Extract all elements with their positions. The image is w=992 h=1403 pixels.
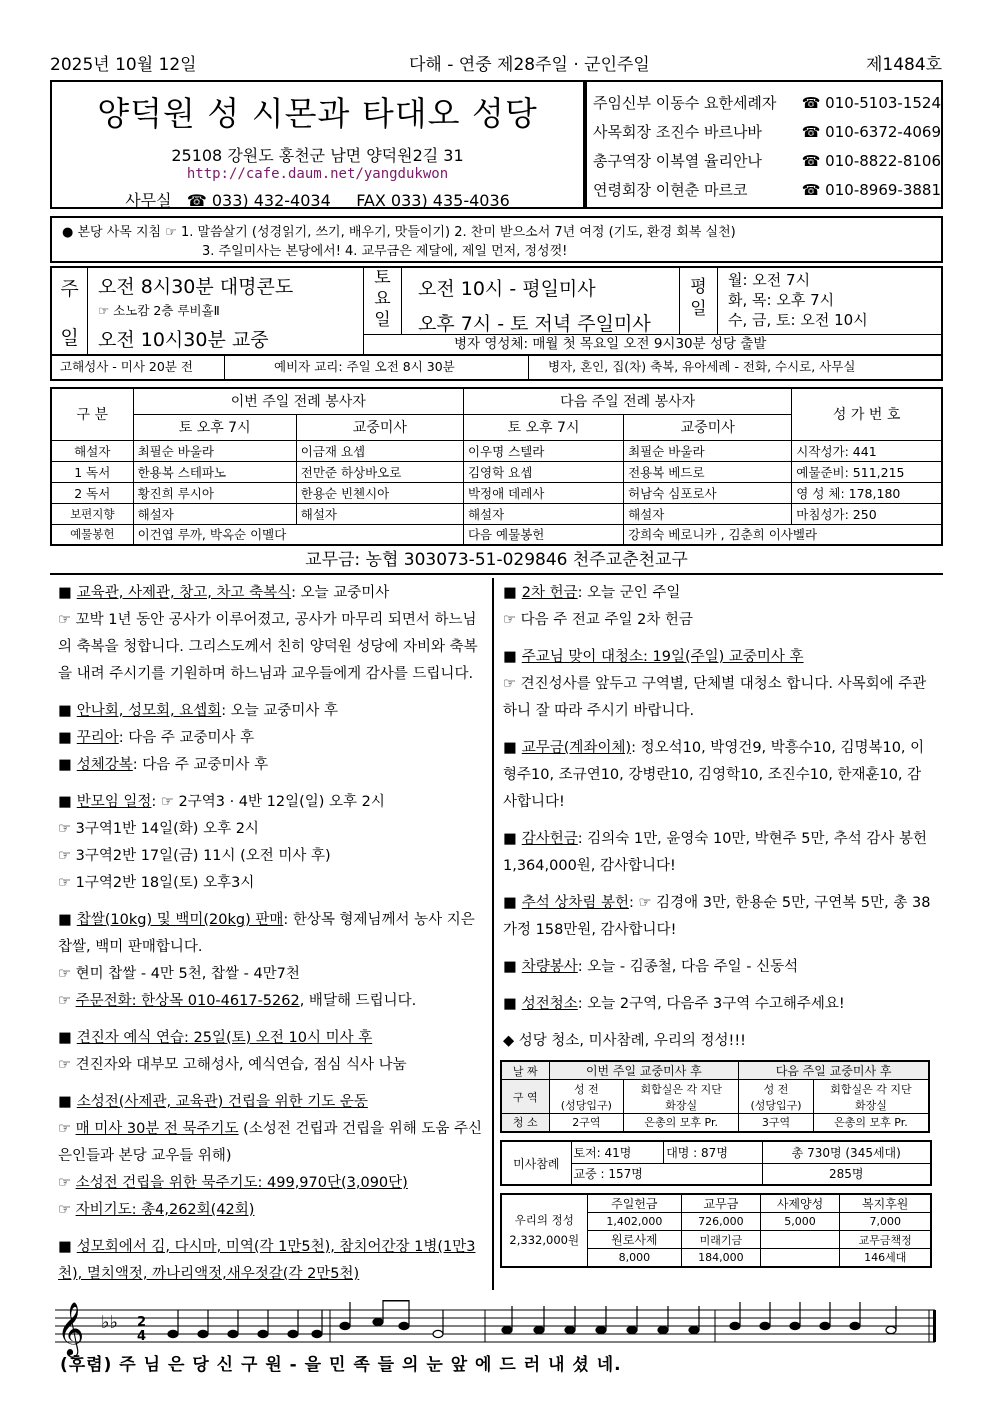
notice-body: ☞ 꼬박 1년 동안 공사가 이루어졌고, 공사가 마무리 되면서 하느님의 축복을 청합니다. 그리스도께서 친히 양덕원 성당에 자비와 축복을 내려 주시기를 기원하며 하느님과 교우들에게 감사를 드립니다. — [58, 612, 478, 682]
notice-rest: : 오늘 군인 주일 — [577, 585, 681, 601]
section-heading: ◆ 성당 청소, 미사참례, 우리의 정성!!! — [503, 1033, 746, 1049]
offering-next-label: 다음 예물봉헌 — [463, 524, 623, 545]
offering-value: 5,000 — [760, 1213, 840, 1231]
sunday-mass-2: 오전 10시30분 교중 — [98, 329, 269, 351]
cleaning-cell: 3구역 — [739, 1114, 814, 1132]
notice-emph: 소성전 건립을 위한 묵주기도: 499,970단(3,090단) — [75, 1175, 408, 1191]
notice-second-collection: ■ 2차 헌금: 오늘 군인 주일 ☞ 다음 주 전교 주일 2차 헌금 — [503, 580, 935, 634]
weekday-label-char: 평 — [690, 277, 707, 297]
treble-clef-icon: 𝄞 — [57, 1301, 85, 1355]
office-label: 사무실 — [125, 191, 172, 210]
notice-title: 견진자 예식 연습: 25일(토) 오전 10시 미사 후 — [76, 1030, 373, 1046]
cleaning-cell: 은총의 모후 Pr. — [624, 1114, 739, 1132]
contact-phone: ☎ 010-5103-1524 — [801, 93, 941, 112]
account-info: 교무금: 농협 303073-51-029846 천주교춘천교구 — [50, 545, 943, 575]
notice-title: 꾸리아 — [76, 730, 119, 746]
notice-church-cleaning: ■ 성전청소: 오늘 2구역, 다음주 3구역 수고해주세요! — [503, 996, 845, 1012]
saturday-mass-1: 오전 10시 - 평일미사 — [418, 278, 596, 300]
guide-line-2: 3. 주일미사는 본당에서! 4. 교무금은 제달에, 제일 먼저, 정성껏! — [202, 244, 568, 259]
notice-title: 안나회, 성모회, 요셉회 — [76, 703, 222, 719]
notice-rest: : 다음 주 교중미사 후 — [118, 730, 255, 746]
issue-number: 제1484호 — [866, 55, 943, 75]
row-label: 2 독서 — [51, 482, 133, 503]
offering-header: 주일헌금 — [587, 1194, 682, 1213]
server-cell: 해설자 — [463, 503, 623, 524]
office-fax: FAX 033) 435-4036 — [356, 191, 510, 210]
offering-table — [500, 1193, 932, 1268]
cleaning-row-label: 청 소 — [501, 1114, 549, 1132]
notice-cleaning: ■ 주교님 맞이 대청소: 19일(주일) 교중미사 후 ☞ 견진성사를 앞두고 구역별, 단체별 대청소 합니다. 사목회에 주관하니 잘 따라 주시기 바랍니다. — [503, 649, 927, 719]
offering-header: 원로사제 — [587, 1231, 682, 1249]
notice-title: 성전청소 — [521, 996, 578, 1012]
contacts-box — [585, 80, 943, 209]
hymn-cell: 시작성가: 441 — [792, 440, 942, 461]
cleaning-cell: 성 전 — [573, 1082, 599, 1096]
servers-header-this: 이번 주일 전례 봉사자 — [133, 388, 463, 414]
sunday-label — [52, 268, 88, 354]
column-divider — [492, 578, 494, 1290]
offering-total: 2,332,000원 — [509, 1233, 580, 1248]
notice-rest: : 오늘 2구역, 다음주 3구역 수고해주세요! — [577, 996, 845, 1012]
notes — [168, 1300, 896, 1338]
offering-value: 1,402,000 — [587, 1213, 682, 1231]
notice-title: 성체강복 — [76, 757, 133, 773]
contact-row — [587, 117, 941, 146]
servers-subheader-main: 교중미사 — [296, 414, 463, 440]
attendance-cell: 토저: 41명 — [571, 1141, 664, 1163]
table-row — [51, 482, 942, 503]
row-label: 해설자 — [51, 440, 133, 461]
offering-value: 184,000 — [682, 1249, 760, 1267]
server-cell: 이금재 요셉 — [296, 440, 463, 461]
notice-title: 차량봉사 — [521, 959, 578, 975]
pastoral-contact-note: 병자, 혼인, 집(차) 축복, 유아세례 - 전화, 수시로, 사무실 — [548, 359, 856, 374]
flat-icon: ♭♭ — [101, 1312, 118, 1333]
office-phone: ☎ 033) 432-4034 — [186, 191, 331, 210]
notice-title: 주교님 맞이 대청소: 19일(주일) 교중미사 후 — [521, 649, 804, 665]
offering-next: 강희숙 베로니카 , 김춘희 이사벨라 — [624, 524, 942, 545]
saturday-label — [364, 268, 402, 334]
sacrament-info — [50, 356, 943, 381]
church-name: 양덕원 성 시몬과 타대오 성당 — [97, 94, 538, 133]
offering-value: 726,000 — [682, 1213, 760, 1231]
saturday-mass-2: 오후 7시 - 토 저녁 주일미사 — [418, 313, 651, 335]
servers-header-next: 다음 주일 전례 봉사자 — [463, 388, 791, 414]
notice-rest: : 오늘 교중미사 후 — [221, 703, 339, 719]
notice-chuseok: ■ 추석 상차림 봉헌: ☞ 김경애 3만, 한용순 5만, 구연복 5만, 총 38가정 158만원, 감사합니다! — [503, 895, 931, 938]
weekday-masses — [728, 270, 868, 330]
row-label: 1 독서 — [51, 461, 133, 482]
notice-rest: : 오늘 교중미사 — [291, 585, 390, 601]
attendance-cell: 총 730명 (345세대) — [762, 1141, 931, 1163]
offering-header: 교무금 — [682, 1194, 760, 1213]
saturday-label-char: 요 — [374, 289, 391, 309]
pastoral-guide — [50, 216, 943, 263]
server-cell: 최필순 바울라 — [624, 440, 792, 461]
bullet: ☞ — [58, 1175, 76, 1191]
notice-body: ☞ 견진성사를 앞두고 구역별, 단체별 대청소 합니다. 사목회에 주관하니 잘 따라 주시기 바랍니다. — [503, 676, 927, 719]
saturday-label-char: 토 — [374, 268, 391, 288]
left-column — [58, 580, 486, 1298]
contact-role: 총구역장 이복열 율리안나 — [593, 152, 762, 170]
notice-rest: : 김의숙 1만, 윤영숙 10만, 박현주 5만, 추석 감사 봉헌 1,364,000원, 감사합니다! — [503, 831, 928, 874]
hymn-cell: 영 성 체: 178,180 — [792, 482, 942, 503]
attendance-table — [500, 1140, 932, 1186]
catechism-time: 예비자 교리: 주일 오전 8시 30분 — [274, 359, 455, 374]
table-row — [51, 440, 942, 461]
church-title-box — [50, 80, 585, 209]
server-cell: 최필순 바울라 — [133, 440, 296, 461]
server-cell: 황진희 루시아 — [133, 482, 296, 503]
servers-header-hymn: 성 가 번 호 — [792, 388, 942, 440]
notice-title: 추석 상차림 봉헌 — [521, 895, 630, 911]
contact-role: 주임신부 이동수 요한세례자 — [593, 94, 777, 112]
cleaning-row-label: 구 역 — [501, 1080, 549, 1114]
liturgical-day: 다해 - 연중 제28주일 · 군인주일 — [409, 55, 650, 75]
servers-subheader-sat: 토 오후 7시 — [133, 414, 296, 440]
cleaning-header-next: 다음 주일 교중미사 후 — [739, 1061, 929, 1080]
notice-line: ☞ 견진자와 대부모 고해성사, 예식연습, 점심 식사 나눔 — [58, 1057, 407, 1073]
notice-rice-sale: ■ 찹쌀(10kg) 및 백미(20kg) 판매: 한상목 형제님께서 농사 지은 찹쌀, 백미 판매합니다. ☞ 현미 찹쌀 - 4만 5천, 찹쌀 - 4만7천 ☞ 주문전화: 한상목 010-4617-5262, 배달해 드립니다. — [58, 907, 486, 1015]
cleaning-cell: 2구역 — [549, 1114, 624, 1132]
contact-role: 연령회장 이현춘 마르코 — [593, 181, 748, 199]
hymn-cell: 예물준비: 511,215 — [792, 461, 942, 482]
server-cell: 박정애 데레사 — [463, 482, 623, 503]
server-cell: 전만준 하상바오로 — [296, 461, 463, 482]
cleaning-table — [500, 1060, 930, 1133]
weekday-label — [680, 268, 718, 334]
order-phone: 주문전화: 한상목 010-4617-5262 — [75, 993, 300, 1009]
row-label: 보편지향 — [51, 503, 133, 524]
offering-value: 7,000 — [840, 1213, 931, 1231]
notice-title: 반모임 일정 — [76, 794, 152, 810]
weekday-label-char: 일 — [690, 299, 707, 319]
notice-title: 성모회에서 김, 다시마, 미역(각 1만5천), 참치어간장 1병(1만3천), 멸치액젓, 까나리액젓,새우젓갈(각 2만5천) — [58, 1239, 476, 1282]
notice-rest: (소성전 건립과 건립을 위해 도움 주신 은인들과 본당 교우들 위해) — [58, 1121, 482, 1164]
servers-header-gubun: 구 분 — [51, 388, 133, 440]
server-cell: 전용복 베드로 — [624, 461, 792, 482]
contact-row — [587, 146, 941, 175]
notice-line: ☞ 다음 주 전교 주일 2차 헌금 — [503, 612, 693, 628]
church-url[interactable]: http://cafe.daum.net/yangdukwon — [186, 166, 449, 182]
cleaning-header-date: 날 짜 — [501, 1061, 549, 1080]
weekday-mass: 수, 금, 토: 오전 10시 — [728, 311, 868, 329]
church-address: 25108 강원도 홍천군 남면 양덕원2길 31 — [171, 146, 464, 165]
notice-title: 2차 헌금 — [521, 585, 578, 601]
notice-emph: 매 미사 30분 전 묵주기도 — [75, 1121, 239, 1137]
cleaning-cell: (성당입구) — [560, 1098, 612, 1112]
notice-curia: ■ 꾸리아: 다음 주 교중미사 후 — [58, 730, 255, 746]
notice-rest: : 한상목 형제님께서 농사 지은 찹쌀, 백미 판매합니다. — [58, 912, 475, 955]
sunday-masses — [88, 268, 364, 354]
notice-line: ☞ 3구역2반 17일(금) 11시 (오전 미사 후) — [58, 848, 331, 864]
notice-ban-meeting: ■ 반모임 일정: ☞ 2구역3 · 4반 12일(일) 오후 2시 ☞ 3구역1반 14일(화) 오후 2시 ☞ 3구역2반 17일(금) 11시 (오전 미사 후) ☞ 1구역2반 18일(토) 오후3시 — [58, 789, 486, 897]
attendance-cell: 교중 : 157명 — [571, 1163, 762, 1185]
issue-date: 2025년 10월 12일 — [50, 55, 197, 75]
notice-vehicle: ■ 차량봉사: 오늘 - 김종철, 다음 주일 - 신동석 — [503, 959, 799, 975]
attendance-cell: 285명 — [762, 1163, 931, 1185]
server-cell: 해설자 — [133, 503, 296, 524]
notice-line: ☞ 3구역1반 14일(화) 오후 2시 — [58, 821, 259, 837]
notice-title: 소성전(사제관, 교육관) 건립을 위한 기도 운동 — [76, 1094, 368, 1110]
cleaning-cell: 성 전 — [763, 1082, 789, 1096]
cleaning-header-this: 이번 주일 교중미사 후 — [549, 1061, 739, 1080]
guide-line-1: ● 본당 사목 지침 ☞ 1. 말씀살기 (성경읽기, 쓰기, 배우기, 맛들이기) 2. 찬미 받으소서 7년 여정 (기도, 환경 회복 실천) — [62, 225, 736, 240]
sunday-mass-1: 오전 8시30분 대명콘도 — [98, 276, 294, 298]
notice-emph: 자비기도: 총4,262회(42회) — [75, 1202, 255, 1218]
sunday-label-top: 주 — [60, 278, 79, 300]
notice-rest: : 오늘 - 김종철, 다음 주일 - 신동석 — [577, 959, 799, 975]
notice-line — [58, 1116, 486, 1170]
offering-header: 사제양성 — [760, 1194, 840, 1213]
server-cell: 해설자 — [296, 503, 463, 524]
notice-rest: : 다음 주 교중미사 후 — [132, 757, 269, 773]
sunday-mass-1-note: ☞ 소노캄 2층 루비홀Ⅱ — [98, 303, 220, 318]
table-row — [51, 524, 942, 545]
server-cell: 해설자 — [624, 503, 792, 524]
time-signature: 2 — [137, 1315, 147, 1330]
contact-phone: ☎ 010-8822-8106 — [801, 151, 941, 170]
notice-line — [58, 1197, 486, 1224]
bullet: ☞ — [58, 993, 76, 1009]
cleaning-cell: 화장실 — [854, 1098, 887, 1112]
table-row — [51, 503, 942, 524]
offering-header: 미래기금 — [682, 1231, 760, 1249]
notice-line — [58, 1170, 486, 1197]
contact-phone: ☎ 010-6372-4069 — [801, 122, 941, 141]
offering-value: 8,000 — [587, 1249, 682, 1267]
hymn-cell: 마침성가: 250 — [792, 503, 942, 524]
offering-header: 복지후원 — [840, 1194, 931, 1213]
hymn-lyrics: (후렴) 주 님 은 당 신 구 원 - 을 민 족 들 의 눈 앞 에 드 러 내 셨 네. — [60, 1355, 622, 1375]
notice-blessing: ■ 교육관, 사제관, 창고, 차고 축복식: 오늘 교중미사 ☞ 꼬박 1년 동안 공사가 이루어졌고, 공사가 마무리 되면서 하느님의 축복을 청합니다. 그리스도께서 친히 양덕원 성당에 자비와 축복을 내려 주시기를 기원하며 하느님과 교우들에게 감사를 드립니다. — [58, 585, 478, 682]
notice-confirmation: ■ 견진자 예식 연습: 25일(토) 오전 10시 미사 후 ☞ 견진자와 대부모 고해성사, 예식연습, 점심 식사 나눔 — [58, 1025, 486, 1079]
offering-this: 이건엽 루까, 박옥순 이멜다 — [133, 524, 463, 545]
notice-prayer-campaign: ■ 소성전(사제관, 교육관) 건립을 위한 기도 운동 ☞ 매 미사 30분 전 묵주기도 (소성전 건립과 건립을 위해 도움 주신 은인들과 본당 교우들 위해) ☞ 소성전 건립을 위한 묵주기도: 499,970단(3,090단) ☞ 자비기도: 총4,262회(42회) — [58, 1089, 486, 1224]
server-cell: 허남숙 심포로사 — [624, 482, 792, 503]
notice-thanks-offering: ■ 감사헌금: 김의숙 1만, 윤영숙 10만, 박현주 5만, 추석 감사 봉헌 1,364,000원, 감사합니다! — [503, 831, 928, 874]
offering-label: 예물봉헌 — [51, 524, 133, 545]
contact-row — [587, 88, 941, 117]
server-cell: 한용순 빈첸시아 — [296, 482, 463, 503]
cleaning-cell: 회합실은 각 지단 — [640, 1082, 722, 1096]
bullet: ☞ — [58, 1202, 76, 1218]
notice-line — [58, 988, 486, 1015]
notice-title: 교육관, 사제관, 창고, 차고 축복식 — [76, 585, 292, 601]
notice-meeting: ■ 안나회, 성모회, 요셉회: 오늘 교중미사 후 — [58, 703, 339, 719]
time-signature: 4 — [137, 1329, 147, 1344]
offering-value: 146세대 — [840, 1249, 931, 1267]
weekday-mass: 월: 오전 7시 — [728, 271, 811, 289]
server-cell: 한용복 스테파노 — [133, 461, 296, 482]
bullet: ☞ — [58, 1121, 76, 1137]
saturday-label-char: 일 — [374, 310, 391, 330]
weekday-mass: 화, 목: 오후 7시 — [728, 291, 835, 309]
notice-rest: : ☞ 김경애 3만, 한용순 5만, 구연복 5만, 총 38가정 158만원, 감사합니다! — [503, 895, 931, 938]
cleaning-cell: 화장실 — [665, 1098, 698, 1112]
mass-schedule — [50, 266, 943, 356]
liturgy-servers-table — [50, 387, 943, 546]
notice-rest: , 배달해 드립니다. — [299, 993, 417, 1009]
servers-subheader-main: 교중미사 — [624, 414, 792, 440]
saturday-masses — [402, 268, 680, 334]
office-contact — [52, 188, 583, 211]
notice-title: 감사헌금 — [521, 831, 578, 847]
contact-phone: ☎ 010-8969-3881 — [801, 180, 941, 199]
notice-dues: ■ 교무금(계좌이체): 정오석10, 박영건9, 박흥수10, 김명복10, 이형주10, 조규연10, 강병란10, 김영학10, 조진수10, 한재훈10, 감사합니다! — [503, 740, 925, 810]
confession-time: 고해성사 - 미사 20분 전 — [60, 359, 193, 374]
server-cell: 이우명 스텔라 — [463, 440, 623, 461]
offering-header — [760, 1231, 840, 1249]
offering-header: 교무금책정 — [840, 1231, 931, 1249]
notice-sales: ■ 성모회에서 김, 다시마, 미역(각 1만5천), 참치어간장 1병(1만3천), 멸치액젓, 까나리액젓,새우젓갈(각 2만5천) — [58, 1239, 476, 1282]
notice-title: 교무금(계좌이체) — [521, 740, 632, 756]
notice-line: ☞ 현미 찹쌀 - 4만 5천, 찹쌀 - 4만7천 — [58, 966, 300, 982]
cleaning-cell: 은총의 모후 Pr. — [813, 1114, 929, 1132]
contact-row — [587, 175, 941, 204]
attendance-cell: 대명 : 87명 — [664, 1141, 762, 1163]
table-row — [51, 461, 942, 482]
servers-subheader-sat: 토 오후 7시 — [463, 414, 623, 440]
notice-rest: : 정오석10, 박영건9, 박흥수10, 김명복10, 이형주10, 조규연10, 강병란10, 김영학10, 조진수10, 한재훈10, 감사합니다! — [503, 740, 925, 810]
cleaning-cell: (성당입구) — [750, 1098, 802, 1112]
cleaning-cell: 회합실은 각 지단 — [830, 1082, 912, 1096]
attendance-label: 미사참례 — [501, 1141, 571, 1185]
sunday-label-bottom: 일 — [60, 327, 79, 349]
notice-line: ☞ 1구역2반 18일(토) 오후3시 — [58, 875, 255, 891]
notice-benediction: ■ 성체강복: 다음 주 교중미사 후 — [58, 757, 269, 773]
server-cell: 김영학 요셉 — [463, 461, 623, 482]
notice-title: 찹쌀(10kg) 및 백미(20kg) 판매 — [76, 912, 284, 928]
contact-role: 사목회장 조진수 바르나바 — [593, 123, 762, 141]
right-column — [503, 580, 935, 1055]
sick-communion: 병자 영성체: 매월 첫 목요일 오전 9시30분 성당 출발 — [364, 334, 941, 354]
notice-rest: : ☞ 2구역3 · 4반 12일(일) 오후 2시 — [151, 794, 385, 810]
offering-value — [760, 1249, 840, 1267]
offering-label: 우리의 정성 — [514, 1213, 574, 1228]
